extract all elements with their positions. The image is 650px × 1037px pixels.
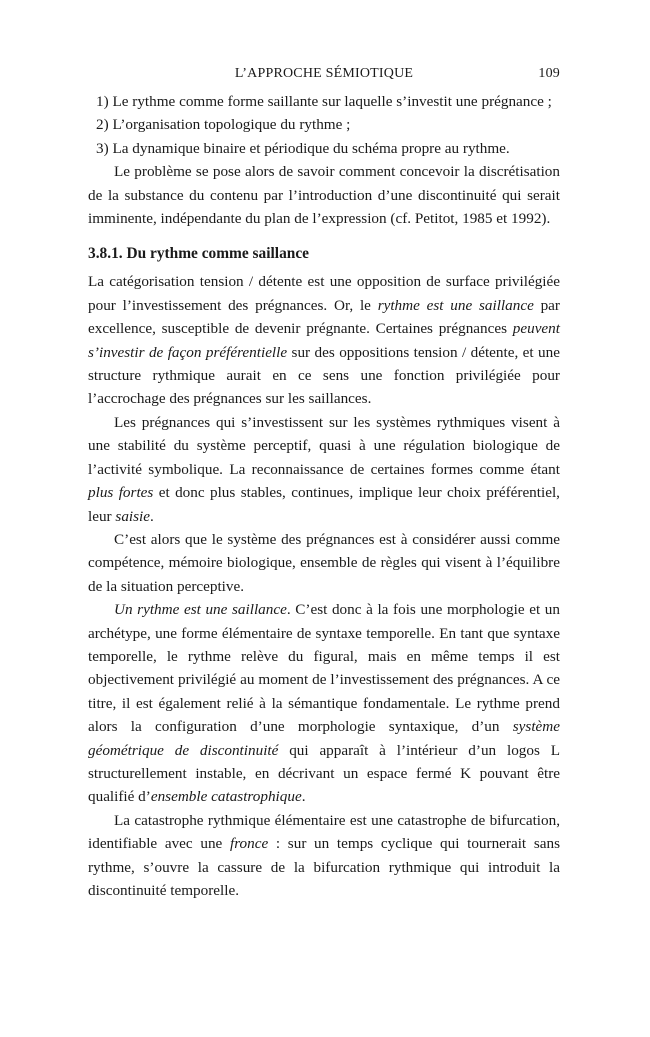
- paragraph-2-text-a: Les prégnances qui s’investissent sur les systèmes rythmiques visent à une stabilité du système perceptif, quasi à une régulation biologique de l’activité symbolique. La reconnaissance de certaines formes comme étant: [88, 413, 560, 478]
- list-item-3: 3) La dynamique binaire et périodique du schéma propre au rythme.: [96, 139, 510, 157]
- paragraph-1-italic-1: rythme est une saillance: [377, 296, 534, 314]
- paragraph-2-italic-1: plus fortes: [88, 484, 154, 502]
- running-title: L’APPROCHE SÉMIOTIQUE: [234, 66, 414, 81]
- paragraph-4-text-a: . C’est donc à la fois une morphologie et un archétype, une forme élémentaire de syntaxe temporelle. En tant que syntaxe temporelle, le rythme relève du figural, mais en même temps il est objectivement privilégié au moment de l’investissement des prégnances. A ce titre, il est également relié à la sémantique fondamentale. Le rythme prend alors la configuration d’une morphologie syntaxique, d’un: [88, 601, 560, 736]
- section-heading: 3.8.1. Du rythme comme saillance: [88, 245, 309, 263]
- paragraph-4-italic-3: ensemble catastrophique: [150, 788, 302, 806]
- paragraph-2-italic-2: saisie: [115, 507, 151, 525]
- paragraph-2-text-b: et donc plus stables, continues, implique leur choix préférentiel, leur: [88, 484, 560, 525]
- paragraph-1-italic-2: peuvent s’investir de façon préférentielle: [88, 320, 560, 361]
- paragraph-4-text-b: qui apparaît à l’intérieur d’un logos L structurellement instable, en décrivant un espace fermé K pouvant être qualifié d’: [88, 741, 560, 806]
- paragraph-2-text-c: .: [150, 507, 154, 525]
- paragraph-3: C’est alors que le système des prégnances est à considérer aussi comme compétence, mémoire biologique, ensemble de règles qui visent à l’équilibre de la situation perceptive.: [88, 530, 560, 595]
- paragraph-4: [88, 598, 560, 809]
- paragraph-5: [88, 809, 560, 903]
- paragraph-4-italic-1: Un rythme est une saillance: [114, 601, 287, 619]
- intro-paragraph: Le problème se pose alors de savoir comment concevoir la discrétisation de la substance du contenu par l’introduction d’une discontinuité qui serait imminente, indépendante du plan de l’expression (cf. Petitot, 1985 et 1992).: [88, 163, 560, 228]
- list-item-2: 2) L’organisation topologique du rythme ;: [96, 116, 351, 134]
- paragraph-1-text-b: par excellence, susceptible de devenir prégnante. Certaines prégnances: [88, 296, 560, 338]
- paragraph-5-text-b: : sur un temps cyclique qui tournerait sans rythme, s’ouvre la cassure de la bifurcation rythmique qui introduit la discontinuité temporelle.: [88, 835, 560, 899]
- paragraph-1-text-c: sur des oppositions tension / détente, et une structure rythmique aurait en ce sens une fonction privilégiée pour l’accrochage des prégnances sur les saillances.: [88, 343, 560, 408]
- paragraph-4-text-c: .: [301, 788, 306, 806]
- paragraph-2: [88, 411, 560, 528]
- paragraph-5-text-a: La catastrophe rythmique élémentaire est une catastrophe de bifurcation, identifiable avec une: [88, 811, 560, 853]
- page-header: [88, 60, 560, 86]
- paragraph-5-italic-1: fronce: [229, 835, 269, 853]
- list-item-1: 1) Le rythme comme forme saillante sur laquelle s’investit une prégnance ;: [96, 93, 552, 110]
- body-text: [88, 90, 560, 902]
- page-number: 109: [538, 66, 560, 81]
- paragraph-1-text-a: La catégorisation tension / détente est une opposition de surface privilégiée pour l’investissement des prégnances. Or, le: [88, 273, 560, 314]
- paragraph-4-italic-2: système géométrique de discontinuité: [88, 718, 560, 759]
- paragraph-1: [88, 270, 560, 410]
- book-page: [88, 60, 560, 902]
